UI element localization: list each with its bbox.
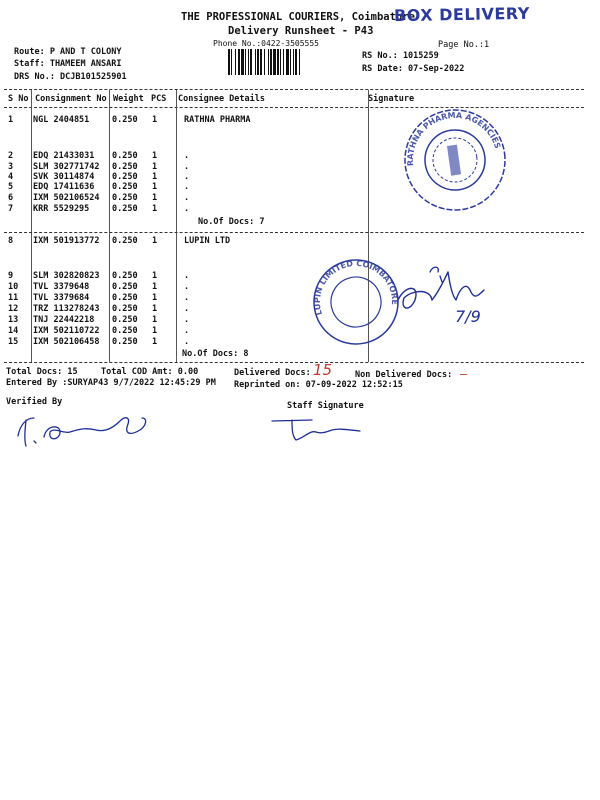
barcode-bar — [283, 49, 284, 75]
page-number: Page No.:1 — [438, 40, 490, 50]
barcode-bar — [290, 49, 291, 75]
consignee-name: RATHNA PHARMA — [184, 115, 251, 125]
cell-pcs: 1 — [152, 172, 158, 182]
barcode-bar — [231, 49, 232, 75]
barcode-bar — [299, 49, 300, 75]
non-delivered-docs-mark: — — [460, 367, 468, 381]
barcode-bar — [268, 49, 269, 75]
barcode-bar — [277, 49, 279, 75]
cell-pcs: 1 — [152, 236, 158, 246]
col-pcs: PCS — [151, 94, 167, 104]
col-rule — [31, 90, 32, 362]
cell-pcs: 1 — [152, 151, 158, 161]
rs-date: RS Date: 07-Sep-2022 — [362, 64, 465, 74]
route-label: Route: P AND T COLONY — [14, 47, 122, 57]
cell-weight: 0.250 — [112, 337, 138, 347]
cell-weight: 0.250 — [112, 151, 138, 161]
barcode-bar — [255, 49, 256, 75]
delivered-docs-label: Delivered Docs: — [234, 368, 311, 378]
barcode-bar — [260, 49, 262, 75]
company-name: THE PROFESSIONAL COURIERS, Coimbatore — [181, 11, 415, 23]
non-delivered-docs-label: Non Delivered Docs: — [355, 370, 453, 380]
total-cod-amount: Total COD Amt: 0.00 — [101, 367, 199, 377]
col-signature: Signature — [368, 94, 415, 104]
cell-sno: 3 — [8, 162, 14, 172]
barcode-bar — [257, 49, 259, 75]
cell-sno: 15 — [8, 337, 19, 347]
cell-weight: 0.250 — [112, 193, 138, 203]
cell-weight: 0.250 — [112, 182, 138, 192]
col-weight: Weight — [113, 94, 144, 104]
barcode-bar — [250, 49, 252, 75]
cell-consignment: SLM 302771742 — [33, 162, 100, 172]
barcode-bar — [248, 49, 249, 75]
cell-sno: 6 — [8, 193, 14, 203]
staff-signature-label: Staff Signature — [287, 401, 364, 411]
col-rule — [109, 90, 110, 362]
cell-consignment: SLM 302820823 — [33, 271, 100, 281]
cell-consignment: NGL 2404851 — [33, 115, 90, 125]
reprinted-on: Reprinted on: 07-09-2022 12:52:15 — [234, 380, 403, 390]
cell-weight: 0.250 — [112, 315, 138, 325]
cell-pcs: 1 — [152, 304, 158, 314]
cell-consignment: IXM 502106458 — [33, 337, 100, 347]
cell-consignee-mark: . — [184, 304, 190, 314]
cell-sno: 13 — [8, 315, 19, 325]
barcode-bar — [280, 49, 281, 75]
svg-text:RATHNA PHARMA AGENCIES — [400, 105, 504, 167]
barcode-bar — [235, 49, 236, 75]
cell-sno: 14 — [8, 326, 19, 336]
stamp1-ring-text: RATHNA PHARMA AGENCIES — [405, 110, 503, 167]
cell-pcs: 1 — [152, 193, 158, 203]
rs-number: RS No.: 1015259 — [362, 51, 439, 61]
verified-by-label: Verified By — [6, 397, 63, 407]
cell-consignment: IXM 501913772 — [33, 236, 100, 246]
phone-number: Phone No.:0422-3505555 — [213, 39, 319, 48]
cell-consignment: EDQ 21433031 — [33, 151, 95, 161]
cell-sno: 9 — [8, 271, 14, 281]
cell-consignment: TRZ 113278243 — [33, 304, 100, 314]
barcode-bar — [264, 49, 265, 75]
total-docs: Total Docs: 15 — [6, 367, 78, 377]
cell-pcs: 1 — [152, 115, 158, 125]
header-top-rule — [4, 89, 584, 90]
lupin-stamp — [301, 247, 411, 356]
barcode-bar — [270, 49, 272, 75]
cell-consignee-mark: . — [184, 162, 190, 172]
cell-sno: 8 — [8, 236, 14, 246]
barcode — [228, 49, 353, 75]
header-bottom-rule — [4, 107, 584, 108]
box-delivery-stamp: BOX DELIVERY — [393, 3, 530, 26]
table-bottom-rule — [4, 362, 584, 363]
entered-by: Entered By :SURYAP43 9/7/2022 12:45:29 PM — [6, 378, 216, 388]
cell-weight: 0.250 — [112, 293, 138, 303]
cell-pcs: 1 — [152, 162, 158, 172]
drs-number: DRS No.: DCJB101525901 — [14, 72, 127, 82]
handwritten-date: 7/9 — [455, 307, 481, 326]
cell-sno: 10 — [8, 282, 19, 292]
consignee-name: LUPIN LTD — [184, 236, 231, 246]
cell-consignee-mark: . — [184, 204, 190, 214]
cell-pcs: 1 — [152, 337, 158, 347]
group-separator — [4, 232, 584, 233]
cell-consignment: SVK 30114874 — [33, 172, 95, 182]
svg-text:LUPIN LIMITED COIMBATORE — [301, 247, 403, 333]
cell-consignee-mark: . — [184, 326, 190, 336]
cell-consignee-mark: . — [184, 282, 190, 292]
cell-pcs: 1 — [152, 182, 158, 192]
col-consignment: Consignment No — [35, 94, 107, 104]
stamp2-ring-text: LUPIN LIMITED COIMBATORE — [312, 258, 400, 317]
cell-consignee-mark: . — [184, 193, 190, 203]
cell-consignee-mark: . — [184, 182, 190, 192]
cell-weight: 0.250 — [112, 326, 138, 336]
cell-weight: 0.250 — [112, 271, 138, 281]
cell-sno: 5 — [8, 182, 14, 192]
cell-weight: 0.250 — [112, 172, 138, 182]
barcode-bar — [295, 49, 297, 75]
staff-signature — [272, 420, 360, 440]
cell-sno: 11 — [8, 293, 19, 303]
cell-weight: 0.250 — [112, 236, 138, 246]
barcode-bar — [228, 49, 230, 75]
cell-sno: 2 — [8, 151, 14, 161]
cell-pcs: 1 — [152, 315, 158, 325]
cell-pcs: 1 — [152, 204, 158, 214]
barcode-bar — [241, 49, 244, 75]
cell-consignee-mark: . — [184, 151, 190, 161]
cell-consignee-mark: . — [184, 315, 190, 325]
barcode-bar — [238, 49, 240, 75]
delivered-docs-handwritten: 15 — [313, 361, 333, 379]
cell-consignee-mark: . — [184, 293, 190, 303]
col-consignee: Consignee Details — [178, 94, 265, 104]
barcode-bar — [245, 49, 246, 75]
cell-consignment: KRR 5529295 — [33, 204, 90, 214]
barcode-bar — [273, 49, 276, 75]
col-rule — [368, 90, 369, 362]
barcode-bar — [293, 49, 294, 75]
cell-weight: 0.250 — [112, 204, 138, 214]
col-sno: S No — [8, 94, 29, 104]
cell-consignment: IXM 502110722 — [33, 326, 100, 336]
cell-weight: 0.250 — [112, 282, 138, 292]
sheet-title: Delivery Runsheet - P43 — [228, 25, 374, 37]
cell-consignee-mark: . — [184, 172, 190, 182]
barcode-bar — [286, 49, 289, 75]
cell-consignment: TNJ 22442218 — [33, 315, 95, 325]
col-rule — [176, 90, 177, 362]
cell-consignment: EDQ 17411636 — [33, 182, 95, 192]
docs-count: No.Of Docs: 7 — [198, 217, 265, 227]
cell-weight: 0.250 — [112, 304, 138, 314]
cell-pcs: 1 — [152, 271, 158, 281]
cell-pcs: 1 — [152, 326, 158, 336]
cell-consignment: TVL 3379684 — [33, 293, 90, 303]
cell-weight: 0.250 — [112, 115, 138, 125]
cell-pcs: 1 — [152, 282, 158, 292]
rathna-pharma-stamp — [399, 104, 512, 217]
cell-weight: 0.250 — [112, 162, 138, 172]
docs-count: No.Of Docs: 8 — [182, 349, 249, 359]
cell-sno: 1 — [8, 115, 14, 125]
cell-consignee-mark: . — [184, 271, 190, 281]
cell-consignee-mark: . — [184, 337, 190, 347]
cell-pcs: 1 — [152, 293, 158, 303]
cell-sno: 12 — [8, 304, 19, 314]
cell-sno: 4 — [8, 172, 14, 182]
staff-label: Staff: THAMEEM ANSARI — [14, 59, 122, 69]
cell-consignment: TVL 3379648 — [33, 282, 90, 292]
cell-sno: 7 — [8, 204, 14, 214]
verified-by-signature — [18, 418, 146, 446]
lupin-signature — [398, 267, 484, 326]
cell-consignment: IXM 502106524 — [33, 193, 100, 203]
